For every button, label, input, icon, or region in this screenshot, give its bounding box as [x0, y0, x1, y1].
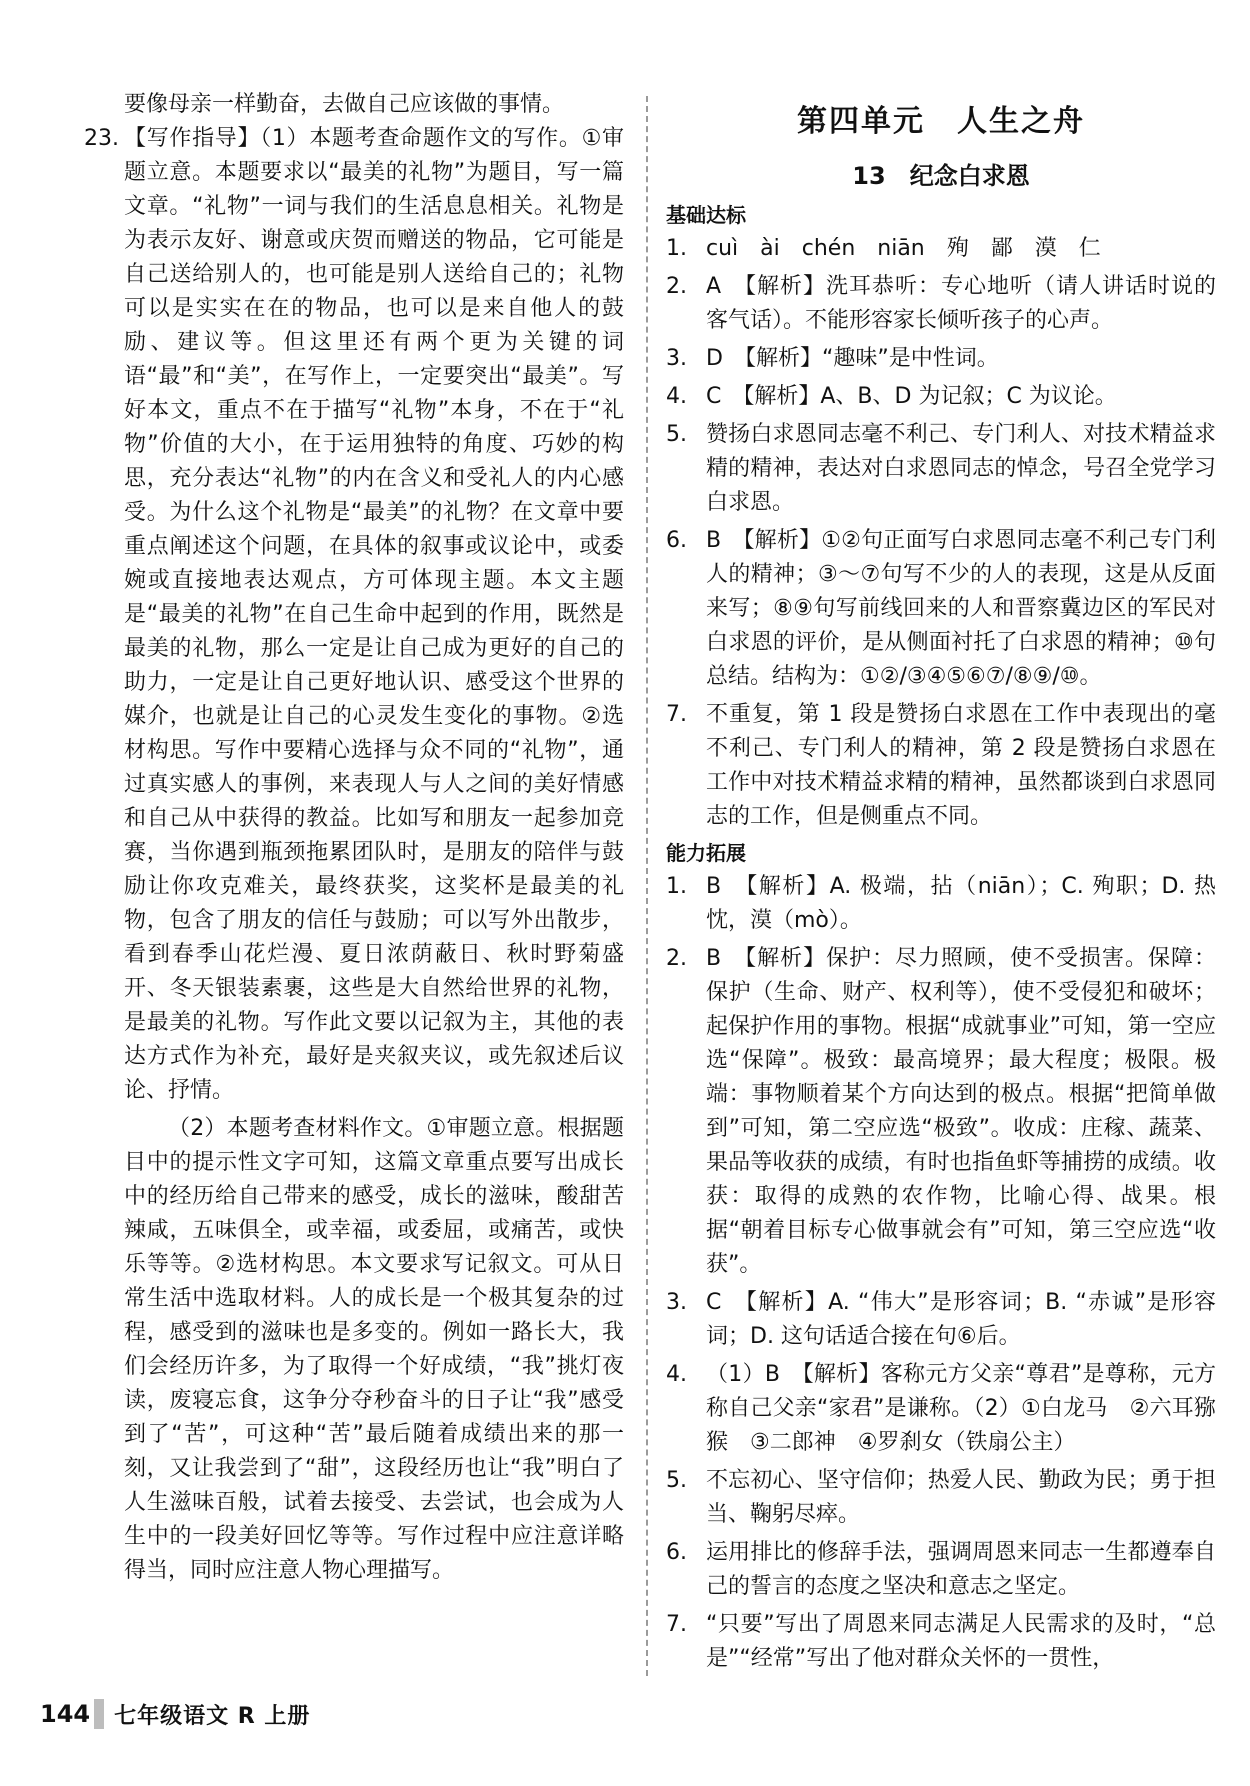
answer-number: 4. — [666, 1362, 687, 1387]
answer-item — [666, 1286, 1216, 1354]
lesson-title: 13 纪念白求恩 — [852, 162, 1030, 190]
answer-text: B 【解析】A. 极端，拈（niān）；C. 殉职；D. 热忱，漠（mò）。 — [706, 874, 1216, 933]
lead-line: 要像母亲一样勤奋，去做自己应该做的事情。 — [124, 92, 565, 117]
ability-answers — [666, 870, 1216, 1676]
answer-item — [666, 870, 1216, 938]
answer-number: 7. — [666, 702, 687, 727]
page-number: 144 — [40, 1700, 91, 1728]
section-basic: 基础达标 — [666, 203, 746, 227]
answer-item — [666, 1358, 1216, 1460]
answer-item — [666, 342, 1216, 376]
question-23 — [84, 122, 624, 1108]
answer-text: D 【解析】“趣味”是中性词。 — [706, 346, 999, 371]
page-footer — [40, 1694, 310, 1734]
answer-text: B 【解析】保护：尽力照顾，使不受损害。保障：保护（生命、财产、权利等），使不受侵犯和破坏；起保护作用的事物。根据“成就事业”可知，第一空应选“保障”。极致：最高境界；最大程度；极限。极端：事物顺着某个方向达到的极点。根据“把简单做到”可知，第二空应选“极致”。收成：庄稼、蔬菜、果品等收获的成绩，有时也指鱼虾等捕捞的成绩。收获：取得的成熟的农作物，比喻心得、战果。根据“朝着目标专心做事就会有”可知，第三空应选“收获”。 — [706, 946, 1216, 1277]
answer-number: 1. — [666, 874, 687, 899]
answer-number: 3. — [666, 1290, 687, 1315]
answer-number: 2. — [666, 274, 687, 299]
answer-number: 5. — [666, 422, 687, 447]
question-23-part1: 【写作指导】（1）本题考查命题作文的写作。①审题立意。本题要求以“最美的礼物”为题目，写一篇文章。“礼物”一词与我们的生活息息相关。礼物是为表示友好、谢意或庆贺而赠送的物品，它可能是自己送给别人的，也可能是别人送给自己的；礼物可以是实实在在的物品，也可以是来自他人的鼓励、建议等。但这里还有两个更为关键的词语“最”和“美”，在写作上，一定要突出“最美”。写好本文，重点不在于描写“礼物”本身，不在于“礼物”价值的大小，在于运用独特的角度、巧妙的构思，充分表达“礼物”的内在含义和受礼人的内心感受。为什么这个礼物是“最美”的礼物？在文章中要重点阐述这个问题，在具体的叙事或议论中，或委婉或直接地表达观点，方可体现主题。本文主题是“最美的礼物”在自己生命中起到的作用，既然是最美的礼物，那么一定是让自己成为更好的自己的助力，一定是让自己更好地认识、感受这个世界的媒介，也就是让自己的心灵发生变化的事物。②选材构思。写作中要精心选择与众不同的“礼物”，通过真实感人的事例，来表现人与人之间的美好情感和自己从中获得的教益。比如写和朋友一起参加竞赛，当你遇到瓶颈拖累团队时，是朋友的陪伴与鼓励让你攻克难关，最终获奖，这奖杯是最美的礼物，包含了朋友的信任与鼓励；可以写外出散步，看到春季山花烂漫、夏日浓荫蔽日、秋时野菊盛开、冬天银装素裹，这些是大自然给世界的礼物，是最美的礼物。写作此文要以记叙为主，其他的表达方式作为补充，最好是夹叙夹议，或先叙述后议论、抒情。 — [124, 126, 624, 1103]
answer-text: 不忘初心、坚守信仰；热爱人民、勤政为民；勇于担当、鞠躬尽瘁。 — [706, 1468, 1216, 1527]
answer-item — [666, 418, 1216, 520]
left-column — [84, 88, 624, 1588]
answer-text: “只要”写出了周恩来同志满足人民需求的及时，“总是”“经常”写出了他对群众关怀的一贯性， — [706, 1612, 1216, 1671]
answer-number: 4. — [666, 384, 687, 409]
right-column — [666, 88, 1216, 1680]
answer-text: C 【解析】A. “伟大”是形容词；B. “赤诚”是形容词；D. 这句话适合接在句⑥后。 — [706, 1290, 1216, 1349]
book-title: 七年级语文 R 上册 — [114, 1703, 311, 1729]
answer-text: C 【解析】A、B、D 为记叙；C 为议论。 — [706, 384, 1117, 409]
answer-item — [666, 1608, 1216, 1676]
answer-number: 7. — [666, 1612, 687, 1637]
answer-item — [666, 232, 1216, 266]
answer-number: 2. — [666, 946, 687, 971]
answer-item — [666, 380, 1216, 414]
answer-item — [666, 942, 1216, 1282]
answer-text: （1）B 【解析】客称元方父亲“尊君”是尊称，元方称自己父亲“家君”是谦称。（2）①白龙马 ②六耳猕猴 ③二郎神 ④罗刹女（铁扇公主） — [706, 1362, 1216, 1455]
question-23-part2: （2）本题考查材料作文。①审题立意。根据题目中的提示性文字可知，这篇文章重点要写出成长中的经历给自己带来的感受，成长的滋味，酸甜苦辣咸，五味俱全，或幸福，或委屈，或痛苦，或快乐等等。②选材构思。本文要求写记叙文。可从日常生活中选取材料。人的成长是一个极其复杂的过程，感受到的滋味也是多变的。例如一路长大，我们会经历许多，为了取得一个好成绩，“我”挑灯夜读，废寝忘食，这争分夺秒奋斗的日子让“我”感受到了“苦”，可这种“苦”最后随着成绩出来的那一刻，又让我尝到了“甜”，这段经历也让“我”明白了人生滋味百般，试着去接受、去尝试，也会成为人生中的一段美好回忆等等。写作过程中应注意详略得当，同时应注意人物心理描写。 — [124, 1116, 624, 1583]
answer-text: 运用排比的修辞手法，强调周恩来同志一生都遵奉自己的誓言的态度之坚决和意志之坚定。 — [706, 1540, 1216, 1599]
answer-number: 6. — [666, 528, 687, 553]
answer-number: 6. — [666, 1540, 687, 1565]
answer-item — [666, 1464, 1216, 1532]
footer-bar — [94, 1699, 104, 1729]
answer-text: B 【解析】①②句正面写白求恩同志毫不利己专门利人的精神；③～⑦句写不少的人的表现，这是从反面来写；⑧⑨句写前线回来的人和晋察冀边区的军民对白求恩的评价，是从侧面衬托了白求恩的精神；⑩句总结。结构为：①②/③④⑤⑥⑦/⑧⑨/⑩。 — [706, 528, 1216, 689]
answer-number: 1. — [666, 236, 687, 261]
basic-answers — [666, 232, 1216, 834]
answer-number: 5. — [666, 1468, 687, 1493]
answer-item — [666, 524, 1216, 694]
column-divider — [646, 96, 648, 1676]
answer-text: 赞扬白求恩同志毫不利己、专门利人、对技术精益求精的精神，表达对白求恩同志的悼念，号召全党学习白求恩。 — [706, 422, 1216, 515]
question-number: 23. — [84, 126, 119, 151]
answer-item — [666, 270, 1216, 338]
section-ability: 能力拓展 — [666, 841, 746, 865]
answer-item — [666, 1536, 1216, 1604]
answer-text: 不重复，第 1 段是赞扬白求恩在工作中表现出的毫不利己、专门利人的精神，第 2 段是赞扬白求恩在工作中对技术精益求精的精神，虽然都谈到白求恩同志的工作，但是侧重点不同。 — [706, 702, 1216, 829]
answer-text: A 【解析】洗耳恭听：专心地听（请人讲话时说的客气话）。不能形容家长倾听孩子的心声。 — [706, 274, 1216, 333]
answer-item — [666, 698, 1216, 834]
answer-text: cuì ài chén niān 殉 鄙 漠 仁 — [706, 236, 1101, 261]
unit-title: 第四单元 人生之舟 — [797, 104, 1085, 139]
answer-number: 3. — [666, 346, 687, 371]
